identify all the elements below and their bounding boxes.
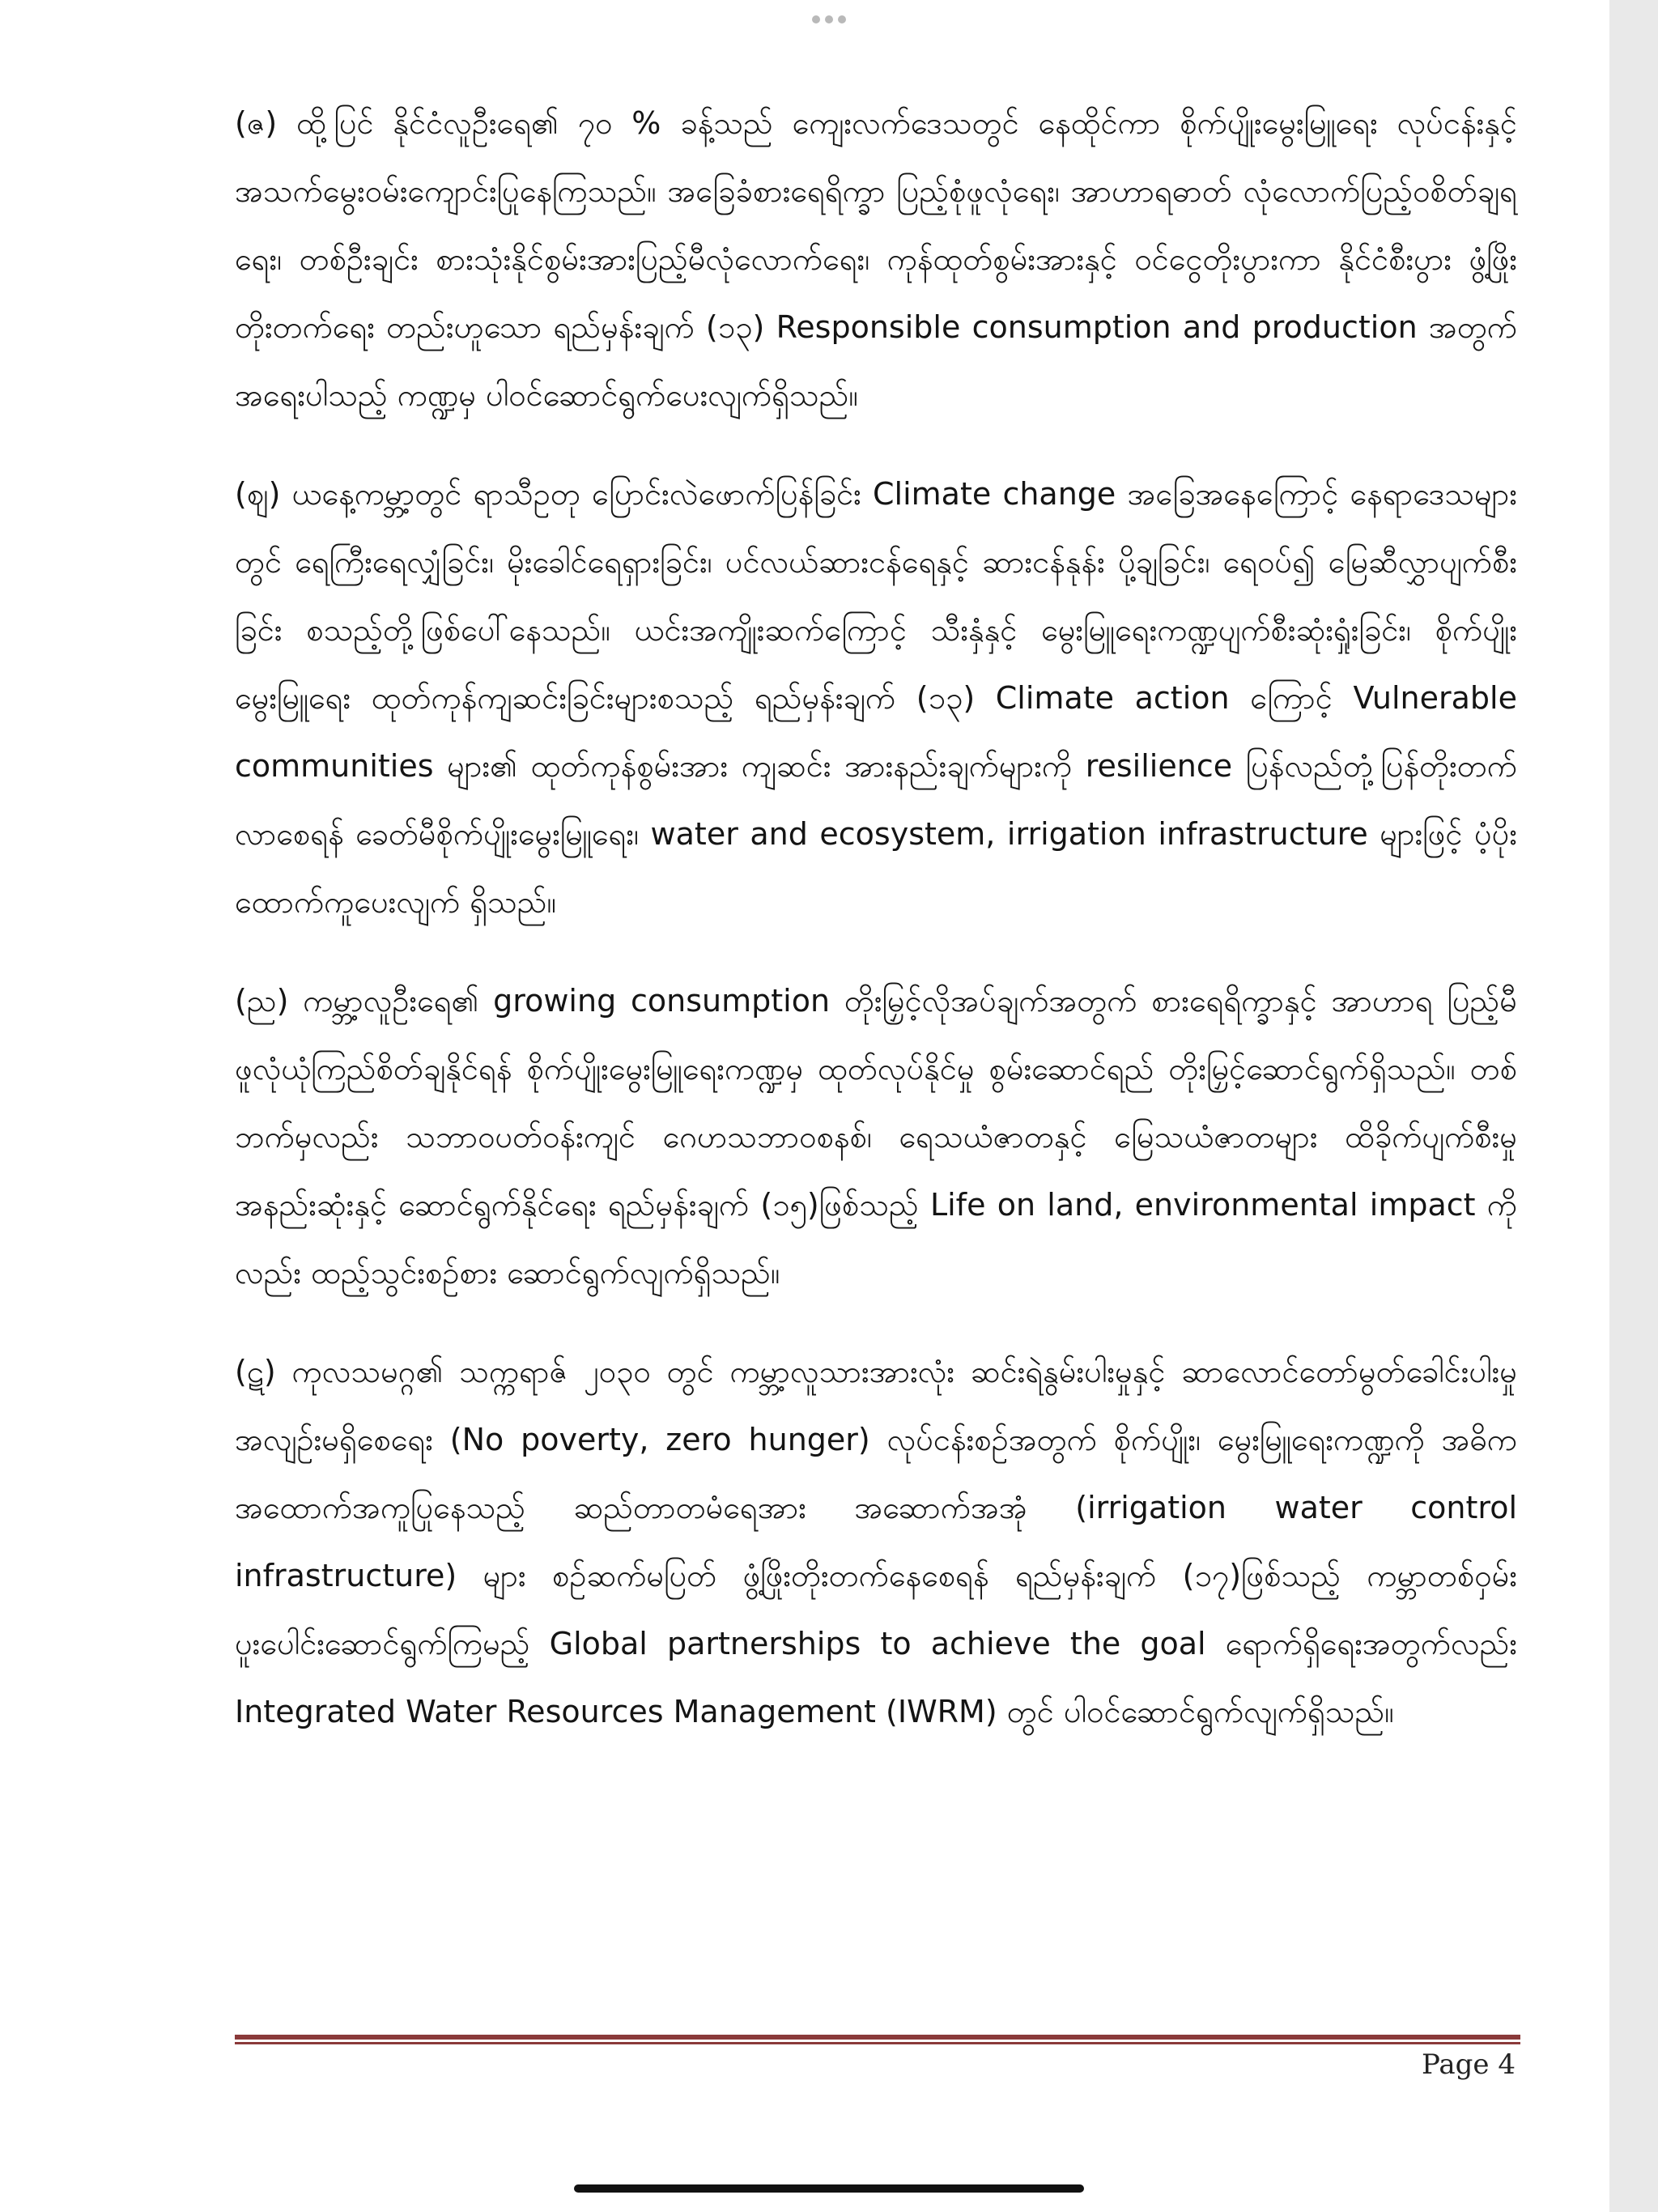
dot [812,15,820,23]
page-content [235,89,1517,1776]
footer-divider [235,2035,1520,2044]
more-options-icon[interactable] [810,13,848,26]
footer-divider-thin [235,2042,1520,2044]
paragraph-tta: (ဋ) ကုလသမဂ္ဂ၏ သက္ကရာဇ် ၂၀၃၀ တွင် ကမ္ဘာ့လူသားအားလုံး ဆင်းရဲနွမ်းပါးမှုနှင့် ဆာလောင်တော်မွတ်ခေါင်းပါးမှု အလျဉ်းမရှိစေရေး (No poverty, zero hunger) လုပ်ငန်းစဉ်အတွက် စိုက်ပျိုး၊ မွေးမြူရေးကဏ္ဍကို အဓိက အထောက်အကူပြုနေသည့် ဆည်တာတမံရေအား အဆောက်အအုံ (irrigation water control infrastructure) များ စဉ်ဆက်မပြတ် ဖွံ့ဖြိုးတိုးတက်နေစေရန် ရည်မှန်းချက် (၁၇)ဖြစ်သည့် ကမ္ဘာတစ်ဝှမ်း ပူးပေါင်းဆောင်ရွက်ကြမည့် Global partnerships to achieve the goal ရောက်ရှိရေးအတွက်လည်း Integrated Water Resources Management (IWRM) တွင် ပါဝင်ဆောင်ရွက်လျက်ရှိသည်။ [235,1354,1517,1729]
scroll-gutter[interactable] [1609,0,1658,2212]
dot [825,15,833,23]
page-number: Page 4 [1422,2048,1516,2081]
paragraph-jha: (ဈ) ယနေ့ကမ္ဘာ့တွင် ရာသီဥတု ပြောင်းလဲဖောက်ပြန်ခြင်း Climate change အခြေအနေကြောင့် နေရာဒေသများတွင် ရေကြီးရေလျှံခြင်း၊ မိုးခေါင်ရေရှားခြင်း၊ ပင်လယ်ဆားငန်ရေနှင့် ဆားငန်နုန်း ပို့ချခြင်း၊ ရေဝပ်၍ မြေဆီလွှာပျက်စီးခြင်း စသည့်တို့ဖြစ်ပေါ်နေသည်။ ယင်းအကျိုးဆက်ကြောင့် သီးနှံနှင့် မွေးမြူရေးကဏ္ဍပျက်စီးဆုံးရှုံးခြင်း၊ စိုက်ပျိုးမွေးမြူရေး ထုတ်ကုန်ကျဆင်းခြင်းများစသည့် ရည်မှန်းချက် (၁၃) Climate action ကြောင့် Vulnerable communities များ၏ ထုတ်ကုန်စွမ်းအား ကျဆင်း အားနည်းချက်များကို resilience ပြန်လည်တုံ့ပြန်တိုးတက်လာစေရန် ခေတ်မီစိုက်ပျိုးမွေးမြူရေး၊ water and ecosystem, irrigation infrastructure များဖြင့် ပံ့ပိုးထောက်ကူပေးလျက် ရှိသည်။ [235,476,1517,920]
dot [838,15,846,23]
paragraph-nya: (ည) ကမ္ဘာ့လူဦးရေ၏ growing consumption တိုးမြှင့်လိုအပ်ချက်အတွက် စားရေရိက္ခာနှင့် အာဟာရ ပြည့်မီဖူလုံယုံကြည်စိတ်ချနိုင်ရန် စိုက်ပျိုးမွေးမြူရေးကဏ္ဍမှ ထုတ်လုပ်နိုင်မှု စွမ်းဆောင်ရည် တိုးမြှင့်ဆောင်ရွက်ရှိသည်။ တစ်ဘက်မှလည်း သဘာဝပတ်ဝန်းကျင် ဂေဟသဘာဝစနစ်၊ ရေသယံဇာတနှင့် မြေသယံဇာတများ ထိခိုက်ပျက်စီးမှု အနည်းဆုံးနှင့် ဆောင်ရွက်နိုင်ရေး ရည်မှန်းချက် (၁၅)ဖြစ်သည့် Life on land, environmental impact ကိုလည်း ထည့်သွင်းစဉ်စား ဆောင်ရွက်လျက်ရှိသည်။ [235,983,1517,1291]
paragraph-zha: (ဇ) ထို့ပြင် နိုင်ငံလူဦးရေ၏ ၇၀ % ခန့်သည် ကျေးလက်ဒေသတွင် နေထိုင်ကာ စိုက်ပျိုးမွေးမြူရေး လုပ်ငန်းနှင့် အသက်မွေးဝမ်းကျောင်းပြုနေကြသည်။ အခြေခံစားရေရိက္ခာ ပြည့်စုံဖူလုံရေး၊ အာဟာရဓာတ် လုံလောက်ပြည့်ဝစိတ်ချရရေး၊ တစ်ဦးချင်း စားသုံးနိုင်စွမ်းအားပြည့်မီလုံလောက်ရေး၊ ကုန်ထုတ်စွမ်းအားနှင့် ဝင်ငွေတိုးပွားကာ နိုင်ငံစီးပွား ဖွံ့ဖြိုးတိုးတက်ရေး တည်းဟူသော ရည်မှန်းချက် (၁၃) Responsible consumption and production အတွက် အရေးပါသည့် ကဏ္ဍမှ ပါဝင်ဆောင်ရွက်ပေးလျက်ရှိသည်။ [235,105,1517,413]
home-indicator[interactable] [574,2184,1084,2193]
